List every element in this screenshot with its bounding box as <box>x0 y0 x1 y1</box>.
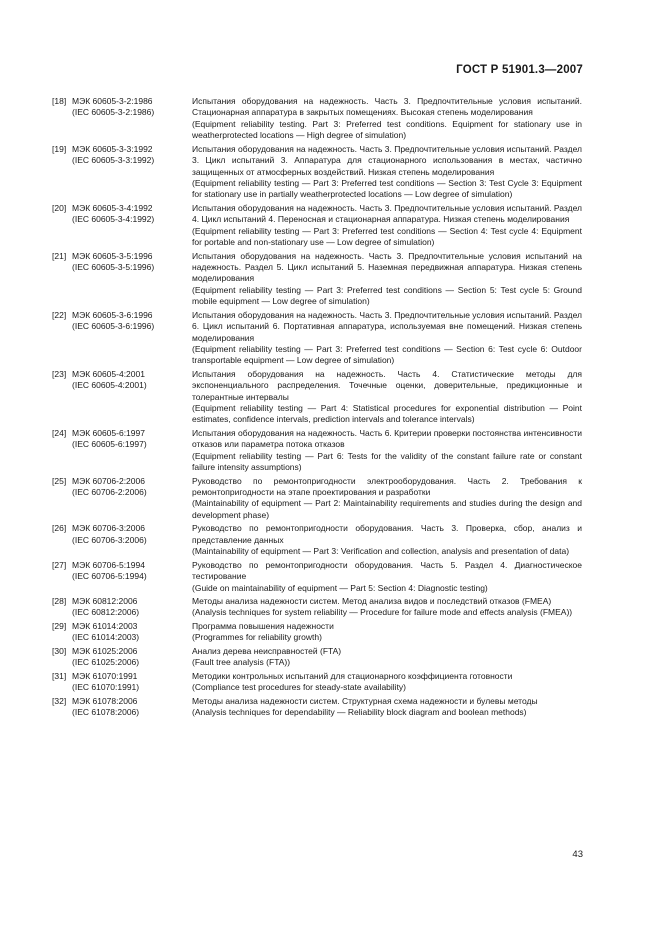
reference-title-ru: Испытания оборудования на надежность. Часть 3. Предпочтительные условия испытаний. Раздел 3. Цикл испытаний 3. Аппаратура для стационарного использования в местах, частично защищенных от атмосферных воздействий. Низкая степень моделирования <box>192 143 582 177</box>
reference-description <box>192 476 582 522</box>
reference-description <box>192 523 582 557</box>
reference-code-ru: МЭК 60605-6:1997 <box>72 427 145 438</box>
reference-entry <box>52 428 582 474</box>
reference-code <box>72 646 192 669</box>
reference-code-ru: МЭК 60605-3-3:1992 <box>72 143 153 154</box>
reference-title-ru: Методы анализа надежности систем. Метод анализа видов и последствий отказов (FMEA) <box>192 596 552 606</box>
reference-entry <box>52 96 582 142</box>
reference-description <box>192 671 582 694</box>
reference-title-ru: Руководство по ремонтопригодности оборудования. Часть 5. Раздел 4. Диагностическое тестирование <box>192 559 582 582</box>
reference-number: [18] <box>52 96 67 106</box>
reference-entry <box>52 696 582 719</box>
reference-code-iec: (IEC 60706-2:2006) <box>72 487 147 498</box>
reference-code-ru: МЭК 60706-5:1994 <box>72 559 145 570</box>
reference-code <box>72 596 192 619</box>
reference-title-ru: Испытания оборудования на надежность. Часть 6. Критерии проверки постоянства интенсивности отказов или параметра потока отказов <box>192 427 582 450</box>
reference-code-ru: МЭК 60812:2006 <box>72 596 138 606</box>
reference-code-ru: МЭК 60605-3-6:1996 <box>72 309 153 320</box>
reference-code <box>72 203 192 249</box>
reference-title-ru: Методики контрольных испытаний для стационарного коэффициента готовности <box>192 670 513 681</box>
reference-description <box>192 596 582 619</box>
reference-title-en: (Equipment reliability testing — Part 4: Statistical procedures for exponential distribution — Point estimates, confidence intervals, prediction intervals and tolerance intervals) <box>192 403 582 425</box>
reference-code-iec: (IEC 60706-5:1994) <box>72 571 147 582</box>
reference-number: [30] <box>52 645 67 656</box>
reference-entry <box>52 671 582 694</box>
reference-code-iec: (IEC 61025:2006) <box>72 657 140 668</box>
reference-number: [31] <box>52 670 67 681</box>
reference-entry <box>52 369 582 426</box>
reference-number: [29] <box>52 620 67 631</box>
reference-title-ru: Анализ дерева неисправностей (FTA) <box>192 645 342 656</box>
reference-title-ru: Руководство по ремонтопригодности оборудования. Часть 3. Проверка, сбор, анализ и представление данных <box>192 523 582 545</box>
reference-description <box>192 203 582 249</box>
reference-description <box>192 96 582 142</box>
reference-code-iec: (IEC 60605-3-3:1992) <box>72 155 155 166</box>
reference-code-ru: МЭК 60706-3:2006 <box>72 523 145 534</box>
reference-title-en: (Equipment reliability testing. Part 3: Preferred test conditions. Equipment for stationary use in weatherprotected locations — High degree of simulation) <box>192 118 582 141</box>
reference-code-iec: (IEC 61070:1991) <box>72 682 140 693</box>
reference-number: [24] <box>52 427 67 438</box>
reference-number: [28] <box>52 596 67 606</box>
reference-code <box>72 144 192 201</box>
page-number: 43 <box>572 849 583 860</box>
reference-code <box>72 96 192 142</box>
reference-code-iec: (IEC 60605-3-2:1986) <box>72 107 155 118</box>
reference-code <box>72 523 192 557</box>
reference-title-en: (Equipment reliability testing — Part 3: Preferred test conditions — Section 5: Test cycle 5: Ground mobile equipment — Low degree of simulation) <box>192 284 582 307</box>
reference-entry <box>52 144 582 201</box>
reference-code-ru: МЭК 60605-3-5:1996 <box>72 250 153 261</box>
reference-code-iec: (IEC 61014:2003) <box>72 632 140 643</box>
reference-code <box>72 310 192 367</box>
reference-title-en: (Programmes for reliability growth) <box>192 632 322 643</box>
reference-entry <box>52 310 582 367</box>
reference-description <box>192 560 582 594</box>
reference-code-ru: МЭК 61078:2006 <box>72 695 138 706</box>
reference-code <box>72 560 192 594</box>
reference-code-iec: (IEC 60605-3-5:1996) <box>72 261 155 272</box>
reference-entry <box>52 476 582 522</box>
reference-number: [25] <box>52 475 67 486</box>
reference-code-iec: (IEC 60812:2006) <box>72 607 140 618</box>
reference-number: [32] <box>52 695 67 706</box>
reference-title-en: (Analysis techniques for system reliability — Procedure for failure mode and effects analysis (FMEA)) <box>192 607 573 618</box>
reference-description <box>192 696 582 719</box>
reference-title-en: (Equipment reliability testing — Part 3: Preferred test conditions — Section 6: Test cycle 6: Outdoor transportable equipment — Low degree of simulation) <box>192 343 582 366</box>
reference-title-en: (Maintainability of equipment — Part 2: Maintainability requirements and studies during the design and development phase) <box>192 498 582 520</box>
reference-entry <box>52 251 582 308</box>
reference-description <box>192 144 582 201</box>
reference-title-en: (Compliance test procedures for steady-state availability) <box>192 682 407 693</box>
reference-title-ru: Испытания оборудования на надежность. Часть 3. Предпочтительные условия испытаний. Стационарная аппаратура в закрытых помещениях. Высокая степень моделирования <box>192 96 582 118</box>
reference-number: [22] <box>52 309 67 320</box>
document-header: ГОСТ Р 51901.3—2007 <box>456 64 583 76</box>
reference-code-iec: (IEC 60605-6:1997) <box>72 439 147 450</box>
reference-title-en: (Equipment reliability testing — Part 3: Preferred test conditions — Section 3: Test Cycle 3: Equipment for stationary use in partially weatherprotected locations — Low degree of simulation) <box>192 177 582 200</box>
reference-code <box>72 428 192 474</box>
reference-code-iec: (IEC 60605-3-4:1992) <box>72 214 155 225</box>
reference-title-ru: Испытания оборудования на надежность. Часть 3. Предпочтительные условия испытаний. Раздел 6. Цикл испытаний 6. Портативная аппаратура, используемая вне помещений. Низкая степень моделирования <box>192 309 582 343</box>
reference-description <box>192 310 582 367</box>
reference-list <box>52 96 582 721</box>
reference-entry <box>52 646 582 669</box>
reference-code-ru: МЭК 60706-2:2006 <box>72 475 145 486</box>
reference-number: [21] <box>52 250 67 261</box>
reference-description <box>192 369 582 426</box>
reference-number: [19] <box>52 143 67 154</box>
reference-title-en: (Guide on maintainability of equipment — Part 5: Section 4: Diagnostic testing) <box>192 582 488 593</box>
reference-title-ru: Испытания оборудования на надежность. Часть 4. Статистические методы для экспоненциального распределения. Точечные оценки, доверительные, предикционные и толерантные интервалы <box>192 368 582 402</box>
reference-code <box>72 369 192 426</box>
reference-title-en: (Fault tree analysis (FTA)) <box>192 657 291 668</box>
reference-code-iec: (IEC 60605-4:2001) <box>72 380 147 391</box>
reference-entry <box>52 621 582 644</box>
reference-code-iec: (IEC 60605-3-6:1996) <box>72 321 155 332</box>
reference-title-ru: Руководство по ремонтопригодности электрооборудования. Часть 2. Требования к ремонтопригодности на этапе проектирования и разработки <box>192 475 582 498</box>
reference-entry <box>52 596 582 619</box>
reference-code <box>72 251 192 308</box>
reference-code-ru: МЭК 60605-3-4:1992 <box>72 202 153 213</box>
reference-code-iec: (IEC 60706-3:2006) <box>72 534 147 545</box>
reference-code <box>72 696 192 719</box>
reference-code-ru: МЭК 60605-3-2:1986 <box>72 96 153 106</box>
reference-title-ru: Программа повышения надежности <box>192 620 334 631</box>
reference-code <box>72 621 192 644</box>
reference-title-ru: Испытания оборудования на надежность. Часть 3. Предпочтительные условия испытаний на надежность. Раздел 5. Цикл испытаний 5. Наземная передвижная аппаратура. Низкая степень моделирования <box>192 250 582 284</box>
reference-code <box>72 476 192 522</box>
reference-entry <box>52 523 582 557</box>
reference-number: [27] <box>52 559 67 570</box>
reference-code-iec: (IEC 61078:2006) <box>72 707 140 718</box>
reference-title-en: (Maintainability of equipment — Part 3: Verification and collection, analysis and presentation of data) <box>192 546 570 557</box>
reference-entry <box>52 203 582 249</box>
reference-code-ru: МЭК 60605-4:2001 <box>72 368 145 379</box>
reference-number: [20] <box>52 202 67 213</box>
reference-code <box>72 671 192 694</box>
reference-number: [26] <box>52 523 67 534</box>
reference-entry <box>52 560 582 594</box>
reference-description <box>192 251 582 308</box>
reference-title-en: (Equipment reliability testing — Part 6: Tests for the validity of the constant failure rate or constant failure intensity assumptions) <box>192 450 582 473</box>
reference-description <box>192 621 582 644</box>
reference-number: [23] <box>52 368 67 379</box>
reference-description <box>192 428 582 474</box>
reference-title-en: (Equipment reliability testing — Part 3: Preferred test conditions — Section 4: Test cycle 4: Equipment for portable and non-stationary use — Low degree of simulation) <box>192 225 582 248</box>
reference-code-ru: МЭК 61025:2006 <box>72 645 138 656</box>
reference-code-ru: МЭК 61014:2003 <box>72 620 138 631</box>
reference-title-en: (Analysis techniques for dependability — Reliability block diagram and boolean methods) <box>192 707 527 718</box>
reference-code-ru: МЭК 61070:1991 <box>72 670 138 681</box>
reference-title-ru: Испытания оборудования на надежность. Часть 3. Предпочтительные условия испытаний. Раздел 4. Цикл испытаний 4. Переносная и стационарная аппаратура. Низкая степень моделирования <box>192 202 582 225</box>
reference-title-ru: Методы анализа надежности систем. Структурная схема надежности и булевы методы <box>192 695 538 706</box>
reference-description <box>192 646 582 669</box>
